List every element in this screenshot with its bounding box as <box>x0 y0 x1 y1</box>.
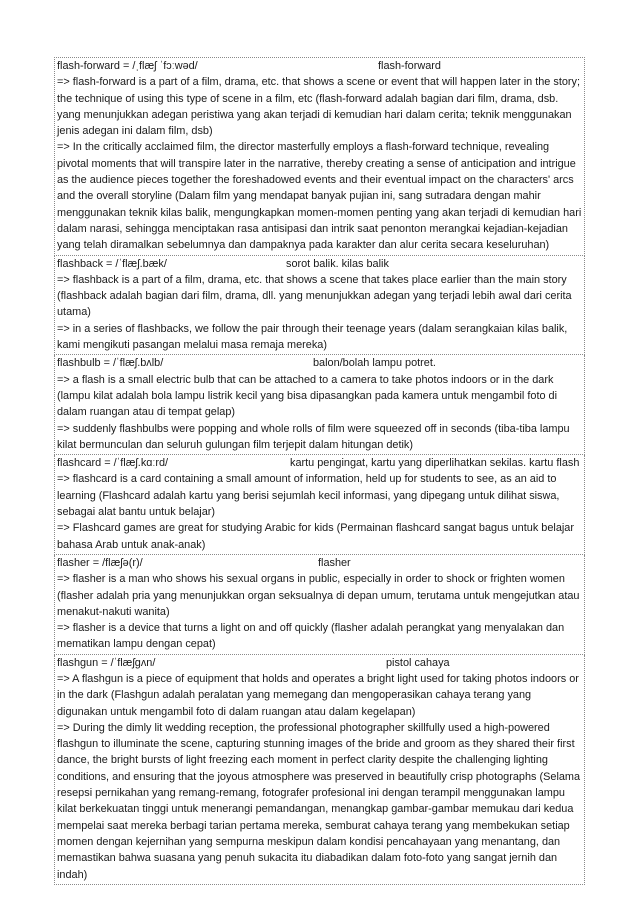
entry-header <box>57 355 582 371</box>
example: => Flashcard games are great for studying Arabic for kids (Permainan flashcard sangat bagus untuk belajar bahasa Arab untuk anak-anak) <box>57 522 574 551</box>
entry-flashcard <box>54 455 585 555</box>
translation: flash-forward <box>378 60 441 72</box>
entry-flashback <box>54 256 585 356</box>
entry-flash-forward <box>54 57 585 256</box>
entry-header <box>57 256 582 272</box>
definition: => a flash is a small electric bulb that can be attached to a camera to take photos indoors or in the dark (lampu kilat adalah bola lampu listrik kecil yang bisa dipasangkan pada kamera untuk mengambil foto di dalam ruangan atau di tempat gelap) <box>57 373 558 419</box>
definition: => flash-forward is a part of a film, drama, etc. that shows a scene or event that will happen later in the story; the technique of using this type of scene in a film, etc (flash-forward adalah bagian dari film, drama, dsb. yang menunjukkan adegan peristiwa yang akan terjadi di kemudian hari dalam cerita; teknik menggunakan jenis adegan ini dalam film, dsb) <box>57 76 581 138</box>
translation: pistol cahaya <box>386 656 450 669</box>
headword: flash-forward = /ˌflæʃ ˈfɔːwəd/ <box>57 60 198 72</box>
headword: flasher = /flæʃə(r)/ <box>57 556 143 569</box>
entry-header <box>57 555 582 571</box>
entry-flashgun <box>54 655 585 885</box>
definition: => flashback is a part of a film, drama, etc. that shows a scene that takes place earlier than the main story (flashback adalah bagian dari film, drama, dll. yang menunjukkan adegan yang terjadi lebih awal dari cerita utama) <box>57 273 572 319</box>
translation: kartu pengingat, kartu yang diperlihatkan sekilas. kartu flash <box>290 457 580 470</box>
entry-flasher <box>54 555 585 655</box>
translation: sorot balik. kilas balik <box>286 257 389 270</box>
glossary-page <box>54 57 585 885</box>
headword: flashcard = /ˈflæʃ.kɑːrd/ <box>57 457 169 470</box>
example: => in a series of flashbacks, we follow the pair through their teenage years (dalam serangkaian kilas balik, kami mengikuti pasangan melalui masa remaja mereka) <box>57 322 568 352</box>
translation: balon/bolah lampu potret. <box>313 357 436 370</box>
example: => During the dimly lit wedding reception, the professional photographer skillfully used a high-powered flashgun to illuminate the scene, capturing stunning images of the bride and groom as they shared their first dance, the bright bursts of light freezing each moment in perfect clarity despite the challenging lighting conditions, and ensuring that the joyous atmosphere was preserved in beautifully crisp photographs (Selama resepsi pernikahan yang remang-remang, fotografer profesional ini dengan terampil menggunakan lampu kilat berkekuatan tinggi untuk menerangi pemandangan, menangkap gambar-gambar memukau dari kedua mempelai saat mereka berbagi tarian pertama mereka, semburat cahaya terang yang membekukan setiap momen dengan kejernihan yang sempurna meskipun dalam kondisi pencahayaan yang menantang, dan memastikan bahwa suasana yang penuh sukacita itu diabadikan dalam foto-foto yang sangat jernih dan indah) <box>57 721 581 881</box>
definition: => flasher is a man who shows his sexual organs in public, especially in order to shock or frighten women (flasher adalah pria yang menunjukkan organ seksualnya di depan umum, terutama untuk mengejutkan atau menakut-nakuti wanita) <box>57 573 580 618</box>
headword: flashbulb = /ˈflæʃ.bʌlb/ <box>57 357 164 370</box>
entry-flashbulb <box>54 355 585 455</box>
entry-header <box>57 58 582 74</box>
entry-header <box>57 455 582 471</box>
headword: flashgun = /ˈflæʃɡʌn/ <box>57 656 156 669</box>
translation: flasher <box>318 556 351 569</box>
entry-header <box>57 655 582 671</box>
definition: => A flashgun is a piece of equipment that holds and operates a bright light used for taking photos indoors or in the dark (Flashgun adalah peralatan yang memegang dan mengoperasikan cahaya terang yang digunakan untuk mengambil foto di dalam ruangan atau dalam kegelapan) <box>57 672 579 718</box>
example: => In the critically acclaimed film, the director masterfully employs a flash-forward technique, revealing pivotal moments that will transpire later in the narrative, thereby creating a sense of anticipation and intrigue as the audience pieces together the foreshadowed events and their eventual impact on the characters' arcs and the overall storyline (Dalam film yang mendapat banyak pujian ini, sang sutradara dengan mahir menggunakan teknik kilas balik, mengungkapkan momen-momen penting yang akan terjadi di kemudian hari dalam narasi, sehingga menciptakan rasa antisipasi dan intrik saat penonton merangkai kejadian-kejadian yang telah diramalkan sebelumnya dan dampaknya pada karakter dan alur cerita secara keseluruhan) <box>57 141 582 252</box>
example: => flasher is a device that turns a light on and off quickly (flasher adalah perangkat yang menyalakan dan mematikan lampu dengan cepat) <box>57 622 565 651</box>
example: => suddenly flashbulbs were popping and whole rolls of film were squeezed off in seconds (tiba-tiba lampu kilat bermunculan dan seluruh gulungan film terjepit dalam hitungan detik) <box>57 422 570 451</box>
definition: => flashcard is a card containing a small amount of information, held up for students to see, as an aid to learning (Flashcard adalah kartu yang berisi sejumlah kecil informasi, yang dipegang untuk dilihat siswa, sebagai alat bantu untuk belajar) <box>57 473 560 519</box>
headword: flashback = /ˈflæʃ.bæk/ <box>57 257 167 270</box>
